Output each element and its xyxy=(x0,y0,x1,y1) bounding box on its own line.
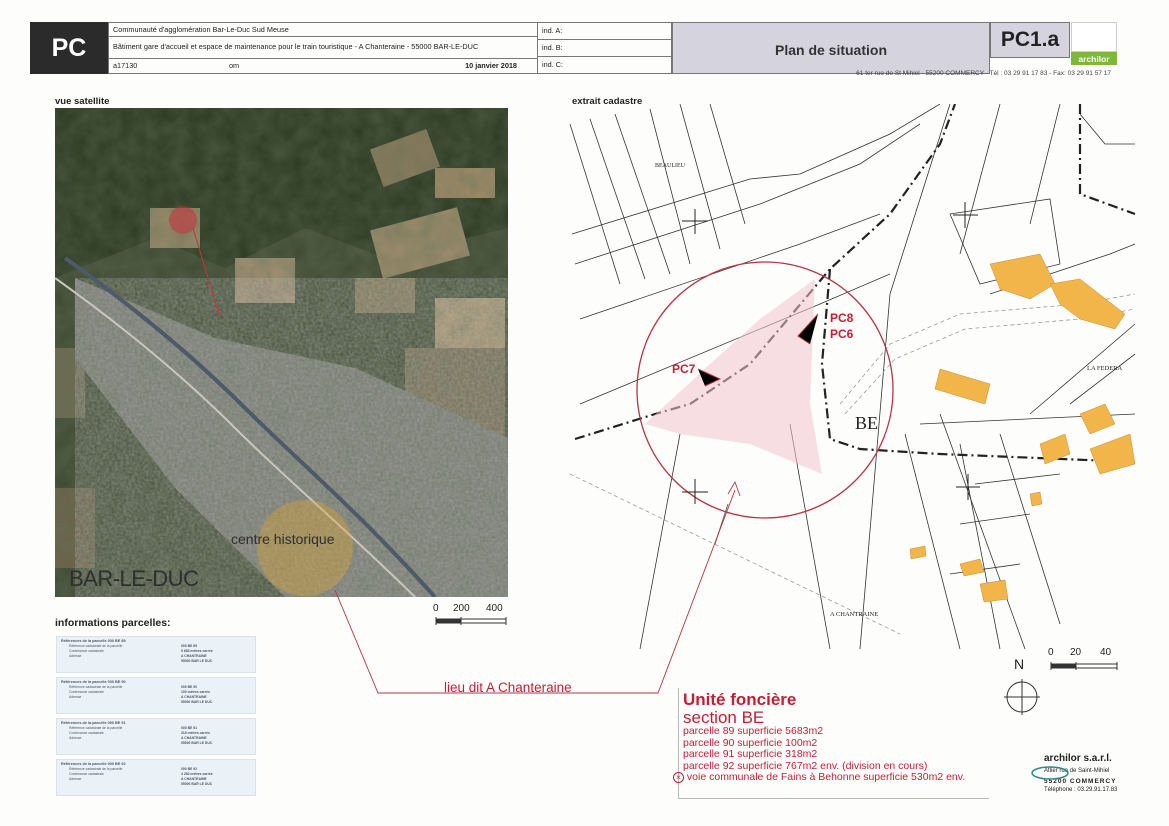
project-date: 10 janvier 2018 xyxy=(465,61,517,70)
north-label: N xyxy=(1014,656,1025,672)
north-arrow-icon xyxy=(1002,677,1042,717)
office-address: 61 ter rue de St Mihiel - 55200 COMMERCY - Tél : 03 29 91 17 83 - Fax: 03 29 91 57 17 xyxy=(856,70,1111,77)
ind-a: ind. A: xyxy=(538,23,671,40)
plan-code: PC1.a xyxy=(990,22,1070,58)
uf-line-89: parcelle 89 superficie 5683m2 xyxy=(683,725,824,737)
lieu-dit-label: lieu dit A Chanteraine xyxy=(444,680,572,695)
stamp-line2: 55200 COMMERCY xyxy=(1044,778,1117,785)
ref-row xyxy=(109,59,537,75)
project-ref: a17130 xyxy=(113,61,138,70)
place-beaulieu: BEAULIEU xyxy=(655,163,685,169)
cad-scale-20: 20 xyxy=(1070,647,1082,658)
logo-text: archilor xyxy=(1071,52,1117,65)
cad-scale-0: 0 xyxy=(1048,647,1054,658)
place-la-federa: LA FEDERA xyxy=(1087,365,1123,372)
lieu-dit-connector xyxy=(330,480,750,700)
uf-line-91: parcelle 91 superficie 318m2 xyxy=(683,748,818,760)
stamp-line3: Téléphone : 03.29.91.17.83 xyxy=(1044,787,1118,793)
uf-line-92: parcelle 92 superficie 767m2 env. (division en cours) xyxy=(683,759,928,772)
pc7-label: PC7 xyxy=(672,362,696,376)
project-author: om xyxy=(229,61,240,70)
project-description: Bâtiment gare d'accueil et espace de maintenance pour le train touristique - A Chanteraine - 55000 BAR-LE-DUC xyxy=(109,37,537,59)
parcels-section-label: informations parcelles: xyxy=(55,617,171,629)
stamp-swoosh-icon xyxy=(1030,763,1070,783)
cadastre-scale-bar xyxy=(1042,647,1122,673)
scale-tick-0: 0 xyxy=(433,603,439,614)
cad-scale-40: 40 xyxy=(1100,647,1112,658)
ind-b: ind. B: xyxy=(538,40,671,57)
parcel-card-91: Références de la parcelle 000 BE 91 Référence cadastrale de la parcelle 000 BE 91 Contenance cadastrale 318 mètres carrés Adresse A CHANTRAINE 55000 BAR LE DUC xyxy=(56,718,256,755)
scale-tick-400: 400 xyxy=(486,603,503,614)
centre-historique-label: centre historique xyxy=(231,531,335,547)
project-info-grid xyxy=(108,22,538,74)
pc6-label: PC6 xyxy=(830,327,854,341)
stamp-name: archilor s.a.r.l. xyxy=(1044,753,1112,764)
uf-section: section BE xyxy=(683,708,765,727)
section-be-label: BE xyxy=(855,413,879,433)
circled-x-icon: × xyxy=(673,772,684,783)
parcel-card-90: Références de la parcelle 000 BE 90 Référence cadastrale de la parcelle 000 BE 90 Contenance cadastrale 100 mètres carrés Adresse A CHANTRAINE 55000 BAR LE DUC xyxy=(56,677,256,714)
parcel-card-89: Références de la parcelle 000 BE 89 Référence cadastrale de la parcelle 000 BE 89 Contenance cadastrale 5 683 mètres carrés Adresse A CHANTRAINE 55000 BAR LE DUC xyxy=(56,636,256,673)
parcel-card-92: Références de la parcelle 000 BE 92 Référence cadastrale de la parcelle 000 BE 92 Contenance cadastrale 4 282 mètres carrés Adresse A CHANTRAINE 55000 BAR LE DUC xyxy=(56,759,256,796)
archilor-stamp xyxy=(1030,753,1148,808)
archilor-logo xyxy=(1071,22,1117,66)
place-chantraine: A CHANTRAINE xyxy=(830,611,879,618)
scale-tick-200: 200 xyxy=(453,603,470,614)
index-grid xyxy=(538,22,672,74)
pc8-label: PC8 xyxy=(830,311,854,325)
uf-title: Unité foncière xyxy=(683,690,797,709)
town-label: BAR-LE-DUC xyxy=(69,566,199,591)
uf-line-90: parcelle 90 superficie 100m2 xyxy=(683,736,818,749)
uf-voie: × voie communale de Fains à Behonne superficie 530m2 env. xyxy=(683,772,965,784)
stamp-line1: Atlier rue de Saint-Mihiel xyxy=(1044,768,1110,774)
ind-c: ind. C: xyxy=(542,60,564,69)
pc-label: PC xyxy=(30,22,108,74)
unite-fonciere-box xyxy=(678,688,989,799)
plan-title: Plan de situation xyxy=(672,22,990,74)
satellite-section-label: vue satellite xyxy=(55,96,110,107)
client-name: Communauté d'agglomération Bar-Le-Duc Sud Meuse xyxy=(109,23,537,37)
cadastre-section-label: extrait cadastre xyxy=(572,96,643,107)
